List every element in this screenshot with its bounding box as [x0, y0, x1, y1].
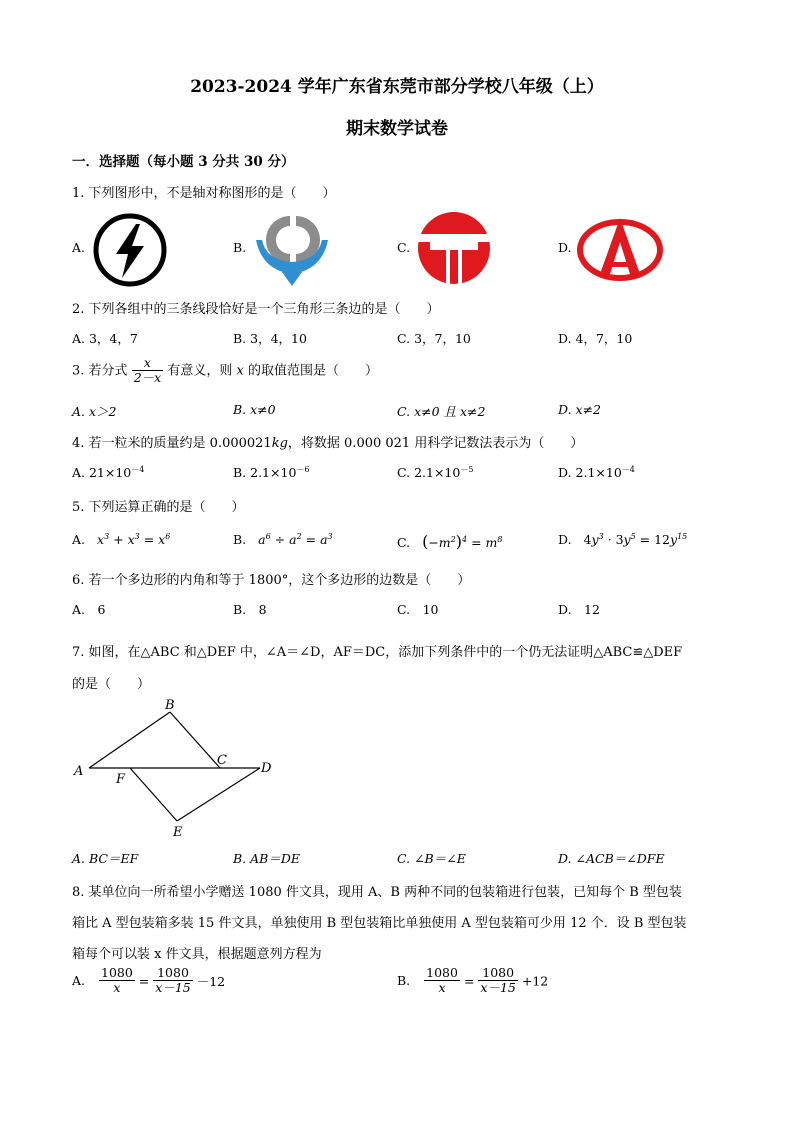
q3-stem-post: 有意义，则: [167, 363, 233, 379]
lightning-circle-icon: [90, 212, 170, 288]
q2-option-d: D. 4，7，10: [558, 331, 633, 346]
q4-option-c-base: C. 2.1×10: [397, 465, 461, 481]
q8-b-lhs-num: 1080: [426, 965, 458, 980]
page-subtitle: 期末数学试卷: [346, 119, 448, 139]
q8-b-lhs-den: x: [438, 980, 446, 996]
q5-option-b: [233, 532, 333, 547]
q5-option-d-expr: $4y^3 \cdot 3y^5 = 12y^{15}$: [583, 532, 688, 548]
q2-option-b: B. 3，4，10: [233, 331, 307, 346]
q3-stem-var: x: [236, 363, 244, 379]
q4-option-d: [558, 464, 635, 480]
q6-option-b: B. 8: [233, 602, 267, 617]
q1-label-b: B.: [233, 240, 247, 255]
q4-stem-unit: kg: [271, 436, 288, 451]
q8-a-rhs-den: x－15: [155, 980, 191, 996]
q8-option-b: [397, 966, 548, 996]
q1-label-a: A.: [72, 240, 86, 255]
q8-stem-line2: 箱比 A 型包装箱多装 15 件文具，单独使用 B 型包装箱比单独使用 A 型包装箱可少用 12 个．设 B 型包装: [72, 916, 687, 931]
q3-fraction: [132, 356, 164, 386]
q8-b-tail: +12: [521, 973, 549, 989]
q3-frac-den: 2－x: [133, 370, 162, 386]
q5-option-d-label: D.: [558, 532, 572, 548]
q4-option-b: [233, 464, 310, 480]
q8-option-a: [72, 966, 225, 996]
q8-a-lhs-fraction: [99, 966, 135, 996]
q8-b-eq: =: [463, 973, 475, 989]
q7-option-c: C. ∠B＝∠E: [397, 851, 466, 866]
q4-option-b-base: B. 2.1×10: [233, 465, 297, 481]
q3-frac-num: x: [132, 356, 164, 371]
q8-b-lhs-fraction: [424, 966, 460, 996]
q8-b-rhs-den: x－15: [480, 980, 516, 996]
q4-option-a-exp: －4: [131, 465, 145, 474]
q2-stem: 2. 下列各组中的三条线段恰好是一个三角形三条边的是（ ）: [72, 302, 440, 317]
q4-stem-pre: 4. 若一粒米的质量约是 0.000021: [72, 436, 272, 451]
q5-option-c-label: C.: [397, 535, 411, 550]
q6-stem: 6. 若一个多边形的内角和等于 1800°，这个多边形的边数是（ ）: [72, 573, 471, 588]
q6-option-c: C. 10: [397, 602, 439, 617]
q5-option-b-expr: $a^6 \div a^2 = a^3$: [258, 532, 333, 548]
q5-option-c: [397, 532, 502, 551]
point-label-a: A: [74, 764, 84, 779]
q2-option-c: C. 3，7，10: [397, 331, 471, 346]
q4-option-a-base: A. 21×10: [72, 465, 132, 481]
q8-option-a-label: A.: [72, 973, 86, 989]
q4-option-c-exp: －5: [460, 465, 474, 474]
q5-option-c-expr: $(-m^2)^4 = m^8$: [422, 532, 503, 551]
q4-stem: [72, 432, 583, 451]
q8-a-lhs-den: x: [113, 980, 121, 996]
q3-option-b: B. x≠0: [233, 402, 276, 417]
q2-option-a: A. 3，4，7: [72, 331, 138, 346]
q7-stem-line1: 7. 如图，在△ABC 和△DEF 中，∠A＝∠D，AF＝DC，添加下列条件中的一个仍无法证明△ABC≌△DEF: [72, 645, 683, 660]
point-label-e: E: [173, 825, 183, 840]
q7-option-b: B. AB＝DE: [233, 851, 300, 866]
q4-option-b-exp: －6: [296, 465, 310, 474]
point-label-b: B: [165, 698, 175, 713]
q1-stem: 1. 下列图形中，不是轴对称图形的是（ ）: [72, 186, 336, 201]
q3-option-c: C. x≠0 且 x≠2: [397, 404, 486, 419]
q6-option-d: D. 12: [558, 602, 600, 617]
point-label-f: F: [116, 772, 126, 787]
q5-option-b-label: B.: [233, 532, 247, 548]
q3-stem: [72, 356, 378, 386]
q7-option-d: D. ∠ACB＝∠DFE: [558, 851, 665, 866]
q3-stem-pre: 3. 若分式: [72, 363, 128, 379]
q7-option-a: A. BC＝EF: [72, 851, 139, 866]
triangle-figure: [70, 695, 290, 840]
q3-option-d: D. x≠2: [558, 402, 601, 417]
q5-stem: 5. 下列运算正确的是（ ）: [72, 500, 245, 515]
q5-option-a: [72, 532, 170, 547]
point-label-d: D: [261, 761, 272, 776]
point-label-c: C: [217, 753, 227, 768]
q3-stem-end: 的取值范围是（ ）: [247, 363, 378, 379]
q8-option-b-label: B.: [397, 973, 411, 989]
ring-wing-icon: [252, 212, 332, 288]
q1-label-d: D.: [558, 240, 572, 255]
q8-a-lhs-num: 1080: [101, 965, 133, 980]
section-heading: 一．选择题（每小题 3 分共 30 分）: [72, 154, 295, 170]
q4-option-d-base: D. 2.1×10: [558, 465, 622, 481]
q8-a-rhs-fraction: [153, 966, 192, 996]
q5-option-a-expr: $x^3 + x^3 = x^6$: [97, 532, 171, 548]
q8-b-rhs-fraction: [478, 966, 517, 996]
q6-option-a: A. 6: [72, 602, 106, 617]
q8-stem-line1: 8. 某单位向一所希望小学赠送 1080 件文具，现用 A、B 两种不同的包装箱进行包装，已知每个 B 型包装: [72, 885, 682, 900]
q8-a-eq: =: [138, 973, 150, 989]
q8-b-rhs-num: 1080: [478, 966, 517, 981]
red-arch-icon: [576, 212, 664, 284]
q5-option-d: [558, 532, 687, 547]
q1-label-c: C.: [397, 240, 411, 255]
q4-stem-post: ，将数据 0.000 021 用科学记数法表示为（ ）: [287, 436, 584, 451]
q4-option-c: [397, 464, 473, 480]
page-title: 2023-2024 学年广东省东莞市部分学校八年级（上）: [190, 77, 604, 97]
q4-option-a: [72, 464, 144, 480]
q8-a-tail: －12: [196, 973, 226, 989]
q8-stem-line3: 箱每个可以装 x 件文具，根据题意列方程为: [72, 947, 322, 962]
q4-option-d-exp: －4: [621, 465, 635, 474]
q7-stem-line2: 的是（ ）: [72, 677, 151, 692]
q5-option-a-label: A.: [72, 532, 86, 548]
red-disc-icon: [416, 210, 492, 286]
q3-option-a: A. x＞2: [72, 404, 117, 419]
q8-a-rhs-num: 1080: [153, 966, 192, 981]
